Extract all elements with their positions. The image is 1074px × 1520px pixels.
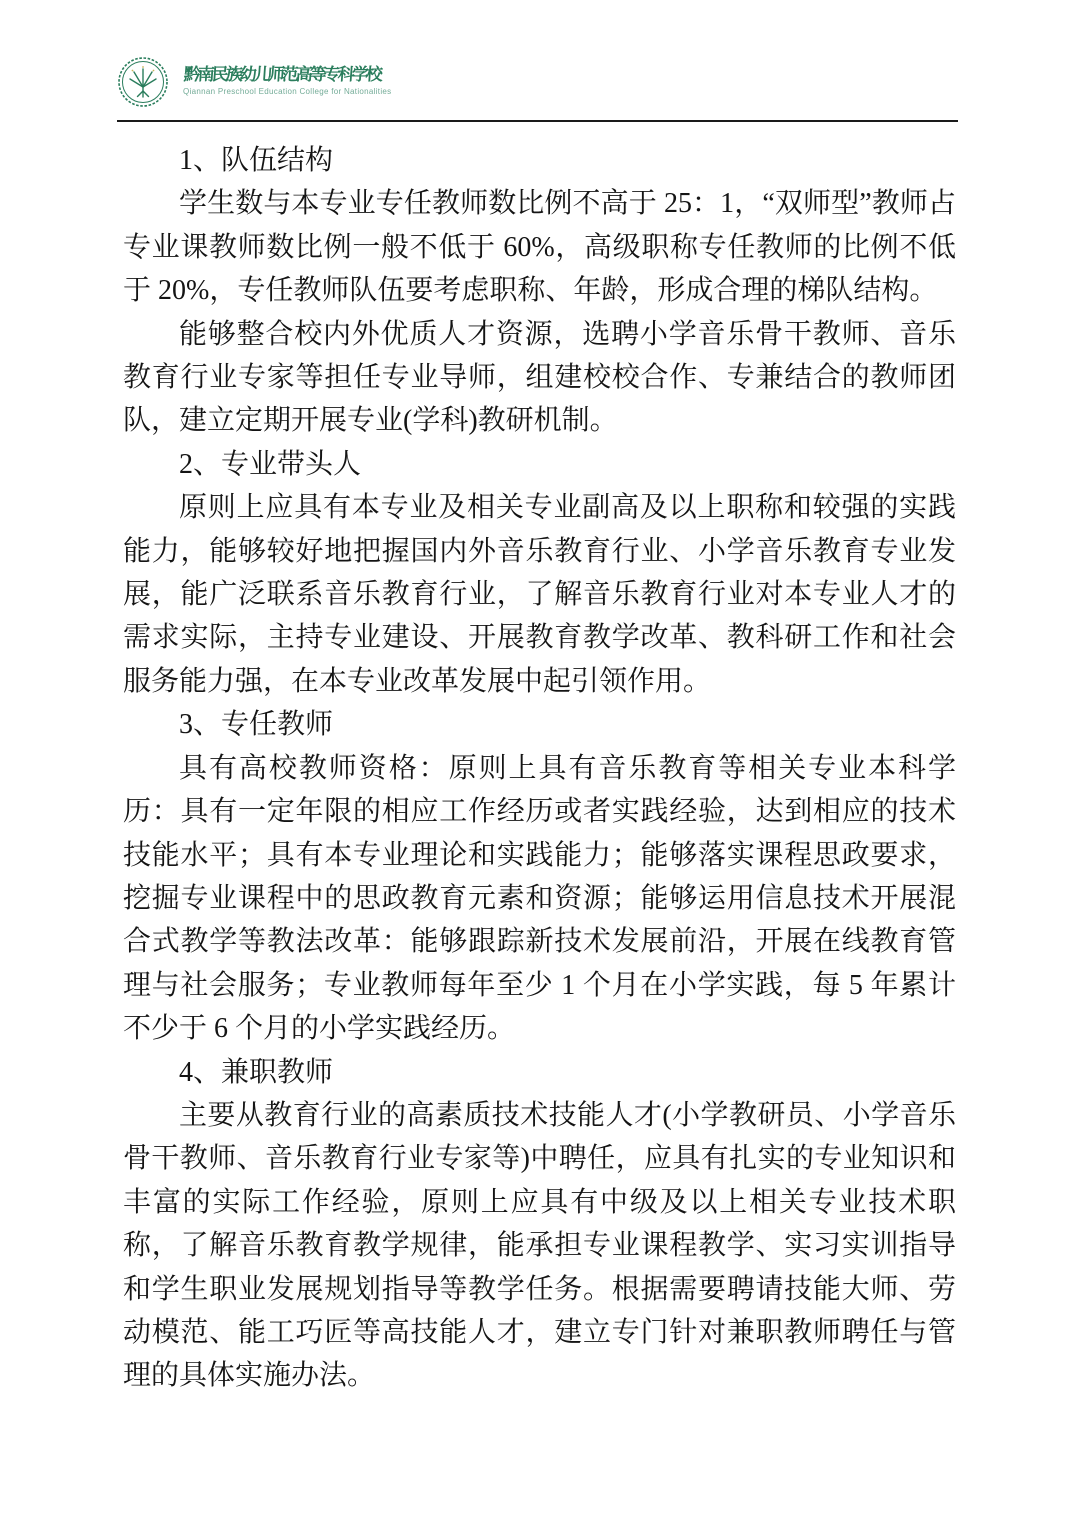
section-1-paragraph: 学生数与本专业专任教师数比例不高于 25：1，“双师型”教师占专业课教师数比例一般不低于 60%，高级职称专任教师的比例不低于 20%，专任教师队伍要考虑职称、年龄，形成合理的梯队结构。: [123, 188, 956, 307]
document-body: [123, 139, 956, 1398]
section-3-paragraph: 具有高校教师资格：原则上具有音乐教育等相关专业本科学历：具有一定年限的相应工作经历或者实践经验，达到相应的技术技能水平；具有本专业理论和实践能力；能够落实课程思政要求，挖掘专业课程中的思政教育元素和资源；能够运用信息技术开展混合式教学等教法改革：能够跟踪新技术发展前沿，开展在线教育管理与社会服务；专业教师每年至少 1 个月在小学实践，每 5 年累计不少于 6 个月的小学实践经历。: [123, 752, 956, 1045]
section-4-paragraph: 主要从教育行业的高素质技术技能人才(小学教研员、小学音乐骨干教师、音乐教育行业专家等)中聘任，应具有扎实的专业知识和丰富的实际工作经验，原则上应具有中级及以上相关专业技术职称，了解音乐教育教学规律，能承担专业课程教学、实习实训指导和学生职业发展规划指导等教学任务。根据需要聘请技能大师、劳动模范、能工巧匠等高技能人才，建立专门针对兼职教师聘任与管理的具体实施办法。: [123, 1099, 956, 1392]
school-names: [183, 56, 391, 97]
letterhead: [117, 56, 391, 108]
school-seal-icon: [117, 56, 169, 108]
section-3-heading: 3、专任教师: [179, 709, 334, 741]
section-4-heading: 4、兼职教师: [179, 1056, 334, 1088]
section-1-heading: 1、队伍结构: [179, 145, 334, 176]
school-name-english: Qiannan Preschool Education College for Nationalities: [183, 87, 392, 96]
section-2-paragraph: 原则上应具有本专业及相关专业副高及以上职称和较强的实践能力，能够较好地把握国内外音乐教育行业、小学音乐教育专业发展，能广泛联系音乐教育行业，了解音乐教育行业对本专业人才的需求实际，主持专业建设、开展教育教学改革、教科研工作和社会服务能力强，在本专业改革发展中起引领作用。: [123, 492, 956, 697]
section-2-heading: 2、专业带头人: [179, 448, 362, 480]
header-divider: [117, 120, 958, 122]
school-name-chinese: 黔南民族幼儿师范高等专科学校: [183, 65, 381, 84]
section-1-paragraph: 能够整合校内外优质人才资源，选聘小学音乐骨干教师、音乐教育行业专家等担任专业导师，组建校校合作、专兼结合的教师团队，建立定期开展专业(学科)教研机制。: [123, 318, 956, 437]
